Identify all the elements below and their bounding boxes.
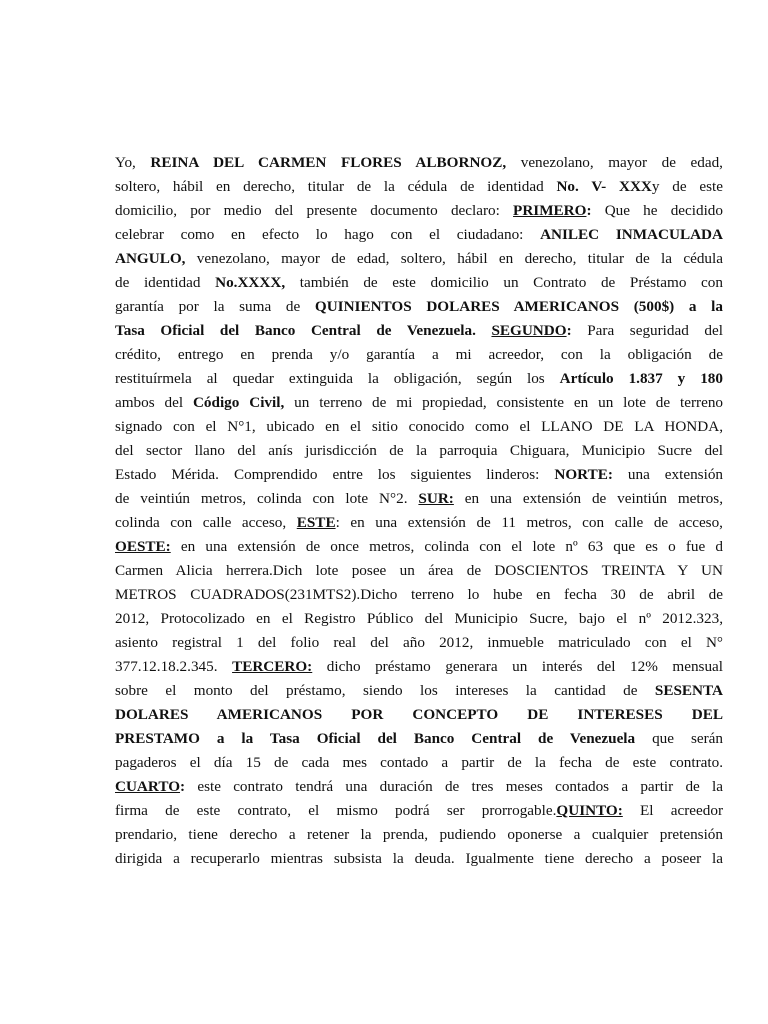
text-segment: QUINTO:: [556, 802, 623, 819]
text-segment: que serán: [635, 730, 723, 747]
text-segment: SESENTA: [654, 682, 723, 699]
text-segment: SUR:: [418, 490, 454, 507]
text-segment: TERCERO:: [232, 658, 313, 675]
text-segment: Tasa Oficial del Banco Central de Venezuela.: [115, 322, 492, 339]
text-line: [115, 223, 723, 247]
text-segment: garantía por la suma de: [115, 298, 315, 315]
text-segment: también de este domicilio un Contrato de Préstamo con: [285, 274, 723, 291]
text-segment: REINA DEL CARMEN FLORES ALBORNOZ,: [150, 154, 507, 171]
text-line: [115, 247, 723, 271]
text-segment: dicho préstamo generara un interés del 12% mensual: [312, 658, 724, 675]
text-line: [115, 559, 723, 583]
text-segment: NORTE:: [554, 466, 613, 483]
text-segment: Yo,: [115, 154, 151, 171]
text-line: [115, 319, 723, 343]
text-segment: El acreedor: [622, 802, 724, 819]
text-segment: asiento registral 1 del folio real del año 2012, inmueble matriculado con el N°: [115, 634, 723, 651]
text-line: [115, 151, 723, 175]
text-segment: crédito, entrego en prenda y/o garantía a mi acreedor, con la obligación de: [115, 346, 723, 363]
text-line: [115, 463, 723, 487]
text-segment: un terreno de mi propiedad, consistente en un lote de terreno: [284, 394, 724, 411]
text-segment: celebrar como en efecto lo hago con el ciudadano:: [115, 226, 541, 243]
text-segment: METROS CUADRADOS(231MTS2).Dicho terreno lo hube en fecha 30 de abril de: [115, 586, 723, 603]
text-line: [115, 415, 723, 439]
text-segment: SEGUNDO: [491, 322, 567, 339]
text-line: [115, 175, 723, 199]
text-segment: ESTE: [296, 514, 336, 531]
text-line: [115, 535, 723, 559]
text-segment: soltero, hábil en derecho, titular de la cédula de identidad: [115, 178, 557, 195]
text-segment: una extensión: [612, 466, 724, 483]
text-segment: venezolano, mayor de edad,: [506, 154, 723, 171]
text-line: [115, 727, 723, 751]
text-segment: OESTE:: [115, 538, 171, 555]
text-segment: Para seguridad del: [571, 322, 723, 339]
text-line: [115, 295, 723, 319]
text-segment: PRIMERO: [513, 202, 587, 219]
text-line: [115, 583, 723, 607]
text-segment: ANILEC INMACULADA: [540, 226, 723, 243]
text-segment: restituírmela al quedar extinguida la obligación, según los: [115, 370, 560, 387]
text-segment: dirigida a recuperarlo mientras subsista la deuda. Igualmente tiene derecho a poseer la: [115, 850, 723, 867]
text-segment: Artículo 1.837 y 180: [559, 370, 723, 387]
text-segment: de identidad: [115, 274, 216, 291]
text-segment: : en una extensión de 11 metros, con calle de acceso,: [335, 514, 723, 531]
text-line: [115, 751, 723, 775]
text-segment: de veintiún metros, colinda con lote N°2.: [115, 490, 419, 507]
text-segment: firma de este contrato, el mismo podrá ser prorrogable.: [115, 802, 557, 819]
text-segment: venezolano, mayor de edad, soltero, hábil en derecho, titular de la cédula: [185, 250, 723, 267]
text-segment: :: [586, 202, 592, 219]
text-segment: en una extensión de once metros, colinda con el lote nº 63 que es o fue d: [170, 538, 723, 555]
text-segment: Carmen Alicia herrera.Dich lote posee un área de DOSCIENTOS TREINTA Y UN: [115, 562, 723, 579]
text-line: [115, 487, 723, 511]
text-segment: en una extensión de veintiún metros,: [453, 490, 723, 507]
text-segment: Que he decidido: [591, 202, 723, 219]
text-segment: ANGULO,: [115, 250, 186, 267]
text-line: [115, 799, 723, 823]
text-segment: 377.12.18.2.345.: [115, 658, 233, 675]
text-line: [115, 391, 723, 415]
text-line: [115, 847, 723, 871]
text-segment: sobre el monto del préstamo, siendo los intereses la cantidad de: [115, 682, 655, 699]
text-line: [115, 511, 723, 535]
text-segment: Estado Mérida. Comprendido entre los siguientes linderos:: [115, 466, 555, 483]
text-line: [115, 703, 723, 727]
text-segment: prendario, tiene derecho a retener la prenda, pudiendo oponerse a cualquier pretensión: [115, 826, 723, 843]
contract-body-text: [115, 151, 723, 871]
text-segment: DOLARES AMERICANOS POR CONCEPTO DE INTERESES DEL: [115, 706, 723, 723]
text-segment: y de este: [651, 178, 723, 195]
text-line: [115, 631, 723, 655]
text-segment: No. V- XXX: [556, 178, 652, 195]
text-segment: domicilio, por medio del presente documento declaro:: [115, 202, 514, 219]
text-segment: PRESTAMO a la Tasa Oficial del Banco Central de Venezuela: [115, 730, 636, 747]
text-line: [115, 343, 723, 367]
text-segment: pagaderos el día 15 de cada mes contado a partir de la fecha de este contrato.: [115, 754, 723, 771]
text-line: [115, 367, 723, 391]
text-segment: Código Civil,: [192, 394, 285, 411]
text-line: [115, 439, 723, 463]
text-segment: del sector llano del anís jurisdicción de la parroquia Chiguara, Municipio Sucre del: [115, 442, 723, 459]
text-line: [115, 823, 723, 847]
text-segment: :: [566, 322, 572, 339]
text-segment: QUINIENTOS DOLARES AMERICANOS (500$) a la: [314, 298, 723, 315]
text-segment: signado con el N°1, ubicado en el sitio conocido como el LLANO DE LA HONDA,: [115, 418, 723, 435]
text-line: [115, 775, 723, 799]
text-segment: No.XXXX,: [215, 274, 286, 291]
text-line: [115, 655, 723, 679]
text-segment: :: [180, 778, 186, 795]
text-line: [115, 607, 723, 631]
text-line: [115, 679, 723, 703]
text-line: [115, 199, 723, 223]
text-segment: este contrato tendrá una duración de tres meses contados a partir de la: [185, 778, 723, 795]
text-segment: ambos del: [115, 394, 193, 411]
text-segment: colinda con calle acceso,: [115, 514, 297, 531]
text-segment: CUARTO: [115, 778, 181, 795]
text-segment: 2012, Protocolizado en el Registro Público del Municipio Sucre, bajo el nº 2012.323,: [115, 610, 723, 627]
text-line: [115, 271, 723, 295]
